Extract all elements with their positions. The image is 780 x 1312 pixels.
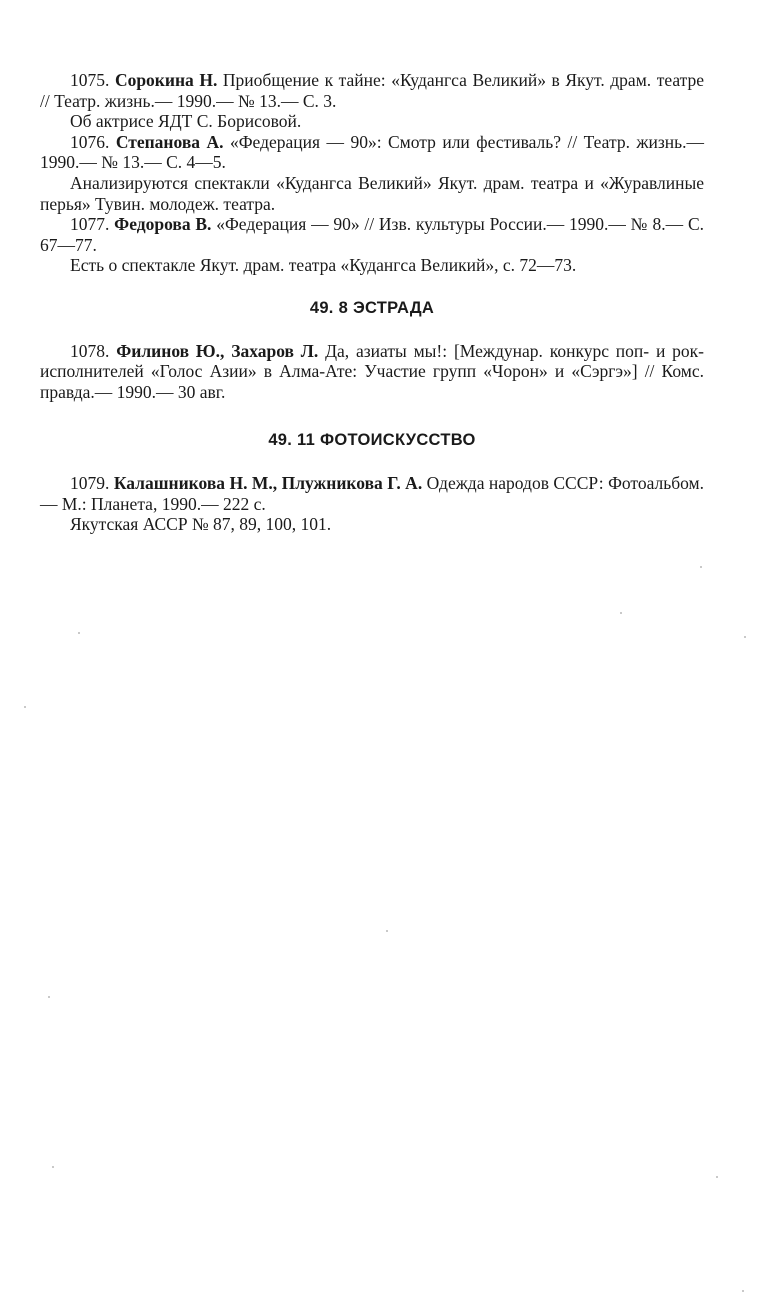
entry-citation: Приобщение к тайне: «Кудангса Великий» в Якут. драм. театре // Театр. жизнь.— 1990.— № 13.— С. 3.: [40, 70, 705, 111]
scan-speck: [24, 706, 26, 708]
scan-speck: [52, 1166, 54, 1168]
entry-number: 1076.: [70, 131, 110, 152]
entry-author: Калашникова Н. М., Плужникова Г. А.: [113, 472, 423, 493]
bib-entry-1076: [40, 132, 704, 173]
entry-author: Сорокина Н.: [114, 70, 218, 90]
scan-speck: [620, 612, 622, 614]
section-heading-photo: 49. 11 ФОТОИСКУССТВО: [268, 431, 476, 450]
scan-speck: [48, 996, 50, 998]
entry-annotation: Анализируются спектакли «Кудангса Великий» Якут. драм. театра и «Журавлиные перья» Тувин. молодеж. театра.: [40, 172, 704, 214]
bib-entry-1077: [40, 214, 704, 255]
entry-citation: Одежда народов СССР: Фотоальбом.— М.: Планета, 1990.— 222 с.: [40, 472, 704, 514]
entry-number: 1075.: [70, 70, 110, 90]
entry-annotation: Есть о спектакле Якут. драм. театра «Кудангса Великий», с. 72—73.: [70, 255, 577, 276]
entry-annotation: Якутская АССР № 87, 89, 100, 101.: [70, 514, 332, 535]
entry-citation: «Федерация — 90»: Смотр или фестиваль? // Театр. жизнь.— 1990.— № 13.— С. 4—5.: [40, 131, 704, 173]
bib-entry-1075: [40, 70, 704, 111]
scan-speck: [742, 1290, 744, 1292]
entry-number: 1077.: [70, 214, 110, 235]
entry-number: 1079.: [70, 472, 110, 493]
bib-entry-1079: [40, 473, 704, 514]
entry-citation: Да, азиаты мы!: [Междунар. конкурс поп- и рок-исполнителей «Голос Азии» в Алма-Ате: Участие групп «Чорон» и «Сэргэ»] // Комс. правда.— 1990.— 30 авг.: [40, 340, 704, 402]
scan-speck: [386, 930, 388, 932]
section-heading-estrada: 49. 8 ЭСТРАДА: [309, 298, 435, 317]
entry-author: Степанова А.: [115, 131, 224, 152]
scan-speck: [78, 632, 80, 634]
entry-number: 1078.: [70, 340, 110, 361]
entry-citation: «Федерация — 90» // Изв. культуры России.— 1990.— № 8.— С. 67—77.: [40, 214, 705, 255]
entry-annotation: Об актрисе ЯДТ С. Борисовой.: [70, 111, 302, 132]
entry-author: Филинов Ю., Захаров Л.: [116, 340, 319, 361]
scan-speck: [716, 1176, 718, 1178]
scan-speck: [700, 566, 702, 568]
bib-entry-1078: [40, 341, 704, 403]
scan-speck: [744, 636, 746, 638]
entry-author: Федорова В.: [114, 214, 212, 235]
document-page: [40, 70, 704, 535]
